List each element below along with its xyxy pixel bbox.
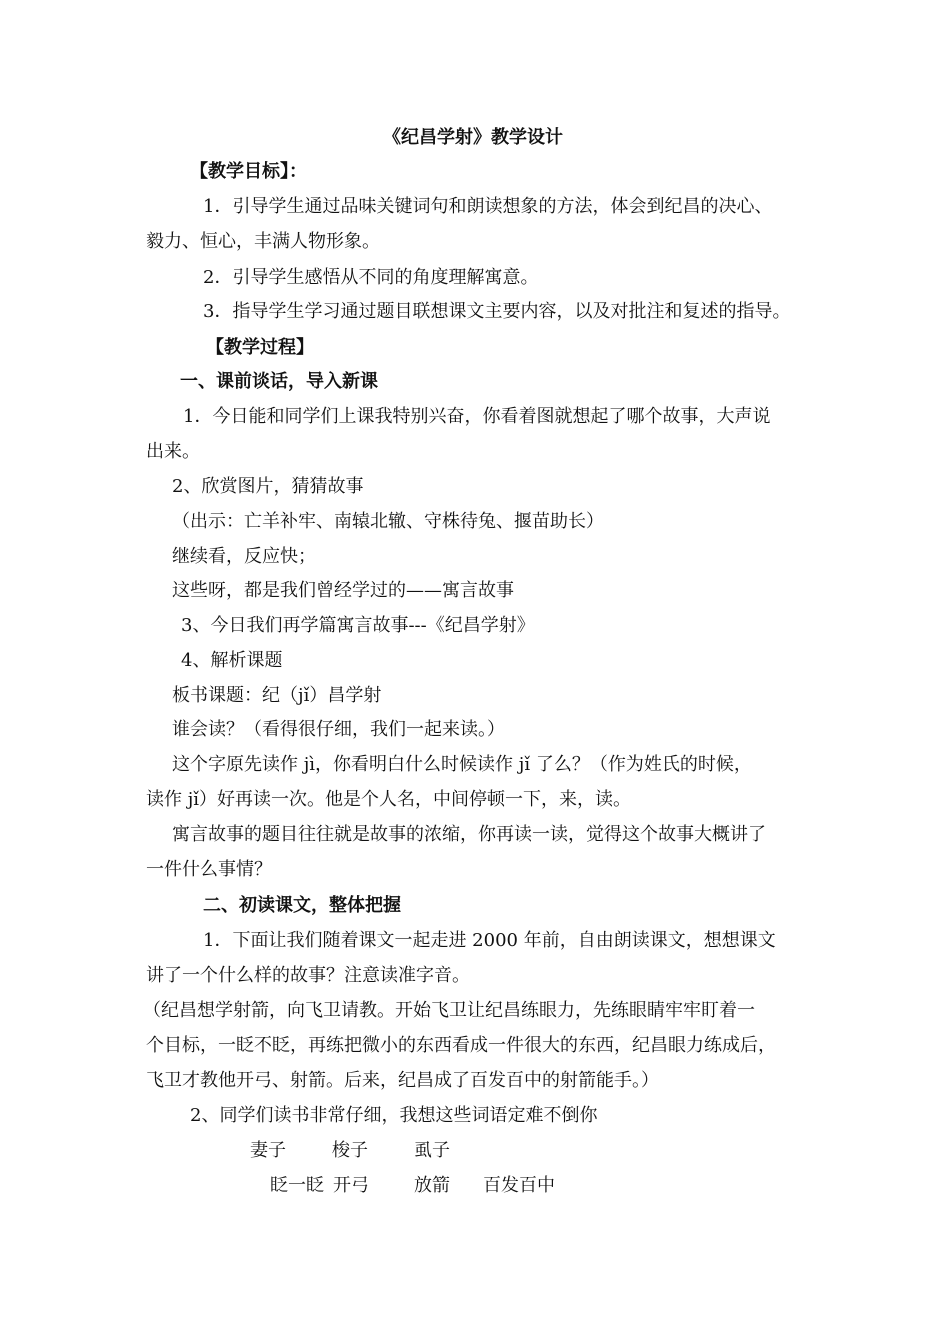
section2-line: 飞卫才教他开弓、射箭。后来，纪昌成了百发百中的射箭能手。） <box>146 1070 659 1091</box>
section1-line: 这些呀，都是我们曾经学过的——寓言故事 <box>172 580 514 601</box>
vocab-word: 百发百中 <box>483 1175 555 1196</box>
section1-line: 谁会读？（看得很仔细，我们一起来读。） <box>172 719 505 740</box>
vocab-word: 放箭 <box>414 1175 450 1196</box>
section1-line: 3、今日我们再学篇寓言故事---《纪昌学射》 <box>181 615 535 636</box>
document-title: 《纪昌学射》教学设计 <box>383 127 563 148</box>
goal-line-1: 1．引导学生通过品味关键词句和朗读想象的方法，体会到纪昌的决心、 <box>203 196 773 217</box>
section2-line: 个目标，一眨不眨，再练把微小的东西看成一件很大的东西，纪昌眼力练成后， <box>146 1035 776 1056</box>
section1-line: 寓言故事的题目往往就是故事的浓缩，你再读一读，觉得这个故事大概讲了 <box>172 824 766 845</box>
section2-line: 讲了一个什么样的故事？注意读准字音。 <box>146 965 470 986</box>
section1-line: 2、欣赏图片，猜猜故事 <box>172 476 364 497</box>
section1-line: 这个字原先读作 jì，你看明白什么时候读作 jǐ 了么？（作为姓氏的时候， <box>172 754 752 775</box>
goal-line-3: 3．指导学生学习通过题目联想课文主要内容，以及对批注和复述的指导。 <box>203 301 791 322</box>
goal-line-2: 2．引导学生感悟从不同的角度理解寓意。 <box>203 267 539 288</box>
section2-heading: 二、初读课文，整体把握 <box>203 895 401 916</box>
vocab-word: 妻子 <box>250 1140 286 1161</box>
section1-line: 4、解析课题 <box>181 650 283 671</box>
vocab-word: 开弓 <box>333 1175 369 1196</box>
section1-line: 板书课题：纪（jǐ）昌学射 <box>172 685 382 706</box>
section2-line: （纪昌想学射箭，向飞卫请教。开始飞卫让纪昌练眼力，先练眼睛牢牢盯着一 <box>143 1000 755 1021</box>
section2-line: 2、同学们读书非常仔细，我想这些词语定难不倒你 <box>190 1105 598 1126</box>
section1-line: 读作 jǐ）好再读一次。他是个人名，中间停顿一下，来，读。 <box>146 789 632 810</box>
section1-line: 出来。 <box>146 441 200 462</box>
vocab-word: 眨一眨 <box>270 1175 324 1196</box>
section1-line: 1．今日能和同学们上课我特别兴奋，你看着图就想起了哪个故事，大声说 <box>183 406 771 427</box>
process-heading: 【教学过程】 <box>206 337 314 358</box>
section1-heading: 一、课前谈话，导入新课 <box>180 371 378 392</box>
section2-line: 1．下面让我们随着课文一起走进 2000 年前，自由朗读课文，想想课文 <box>203 930 776 951</box>
goals-heading: 【教学目标】： <box>190 161 307 182</box>
section1-line: 一件什么事情？ <box>146 859 272 880</box>
section1-line: （出示：亡羊补牢、南辕北辙、守株待兔、揠苗助长） <box>172 511 604 532</box>
section1-line: 继续看，反应快； <box>172 546 316 567</box>
vocab-word: 梭子 <box>332 1140 368 1161</box>
vocab-word: 虱子 <box>414 1140 450 1161</box>
goal-line-1-cont: 毅力、恒心，丰满人物形象。 <box>146 231 380 252</box>
